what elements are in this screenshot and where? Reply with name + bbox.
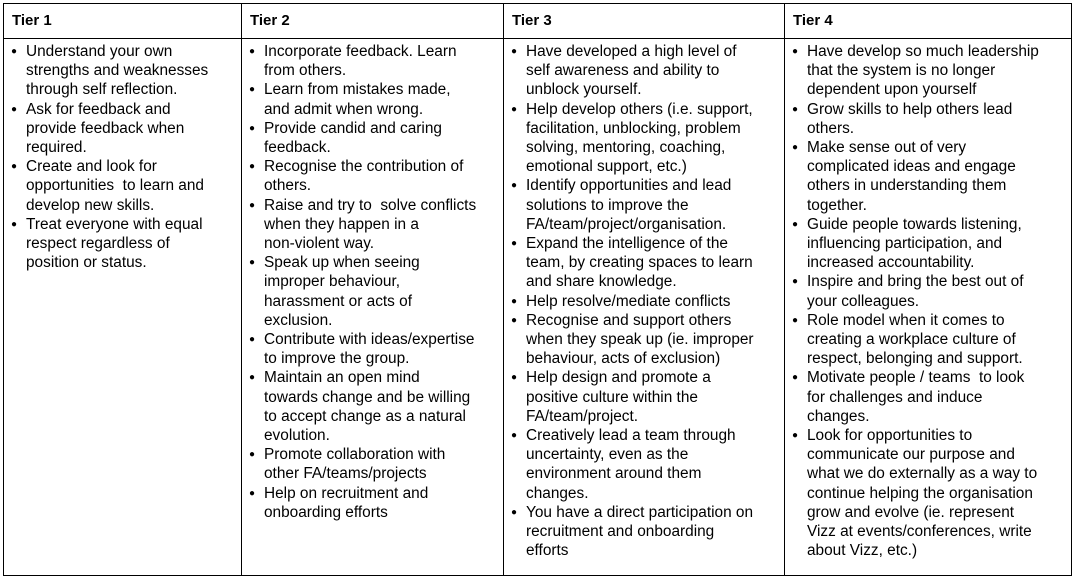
list-item: ● Learn from mistakes made, and admit when wrong. (249, 80, 497, 118)
column-header-tier-4: Tier 4 (785, 4, 1072, 39)
list-item: ● Understand your own strengths and weaknesses through self reflection. (11, 42, 235, 100)
list-item: ● Create and look for opportunities to learn and develop new skills. (11, 157, 235, 215)
tier-2-list (249, 42, 497, 522)
column-header-tier-1: Tier 1 (4, 4, 242, 39)
list-item: ● Maintain an open mind towards change and be willing to accept change as a natural evolution. (249, 368, 497, 445)
list-item: ● Guide people towards listening, influencing participation, and increased accountability. (792, 215, 1065, 273)
list-item: ● Inspire and bring the best out of your colleagues. (792, 272, 1065, 310)
list-item: ● Contribute with ideas/expertise to improve the group. (249, 330, 497, 368)
list-item: ● Treat everyone with equal respect regardless of position or status. (11, 215, 235, 273)
tier-3-list (511, 42, 778, 560)
tier-2-cell (242, 39, 504, 576)
list-item: ● Recognise and support others when they speak up (ie. improper behaviour, acts of exclusion) (511, 311, 778, 369)
list-item: ● Have develop so much leadership that the system is no longer dependent upon yourself (792, 42, 1065, 100)
list-item: ● Promote collaboration with other FA/teams/projects (249, 445, 497, 483)
column-header-tier-3: Tier 3 (504, 4, 785, 39)
list-item: ● Recognise the contribution of others. (249, 157, 497, 195)
list-item: ● Ask for feedback and provide feedback when required. (11, 100, 235, 158)
list-item: ● Help design and promote a positive culture within the FA/team/project. (511, 368, 778, 426)
list-item: ● Make sense out of very complicated ideas and engage others in understanding them together. (792, 138, 1065, 215)
tier-1-cell (4, 39, 242, 576)
list-item: ● Help resolve/mediate conflicts (511, 292, 778, 311)
tier-4-list (792, 42, 1065, 560)
tier-3-cell (504, 39, 785, 576)
list-item: ● Incorporate feedback. Learn from others. (249, 42, 497, 80)
column-header-tier-2: Tier 2 (242, 4, 504, 39)
list-item: ● Have developed a high level of self awareness and ability to unblock yourself. (511, 42, 778, 100)
list-item: ● Raise and try to solve conflicts when they happen in a non-violent way. (249, 196, 497, 254)
list-item: ● Provide candid and caring feedback. (249, 119, 497, 157)
list-item: ● Help develop others (i.e. support, facilitation, unblocking, problem solving, mentoring, coaching, emotional support, etc.) (511, 100, 778, 177)
document-page (3, 3, 1072, 576)
list-item: ● Creatively lead a team through uncertainty, even as the environment around them changes. (511, 426, 778, 503)
list-item: ● Motivate people / teams to look for challenges and induce changes. (792, 368, 1065, 426)
list-item: ● Identify opportunities and lead solutions to improve the FA/team/project/organisation. (511, 176, 778, 234)
list-item: ● Help on recruitment and onboarding efforts (249, 484, 497, 522)
list-item: ● Look for opportunities to communicate our purpose and what we do externally as a way to continue helping the organisation grow and evolve (ie. represent Vizz at events/conferences, write about Vizz, etc.) (792, 426, 1065, 560)
list-item: ● You have a direct participation on recruitment and onboarding efforts (511, 503, 778, 561)
tier-1-list (11, 42, 235, 272)
list-item: ● Speak up when seeing improper behaviour, harassment or acts of exclusion. (249, 253, 497, 330)
list-item: ● Expand the intelligence of the team, by creating spaces to learn and share knowledge. (511, 234, 778, 292)
table-body-row (4, 39, 1072, 576)
list-item: ● Role model when it comes to creating a workplace culture of respect, belonging and support. (792, 311, 1065, 369)
leadership-tiers-table (3, 3, 1072, 576)
list-item: ● Grow skills to help others lead others. (792, 100, 1065, 138)
tier-4-cell (785, 39, 1072, 576)
table-header-row (4, 4, 1072, 39)
